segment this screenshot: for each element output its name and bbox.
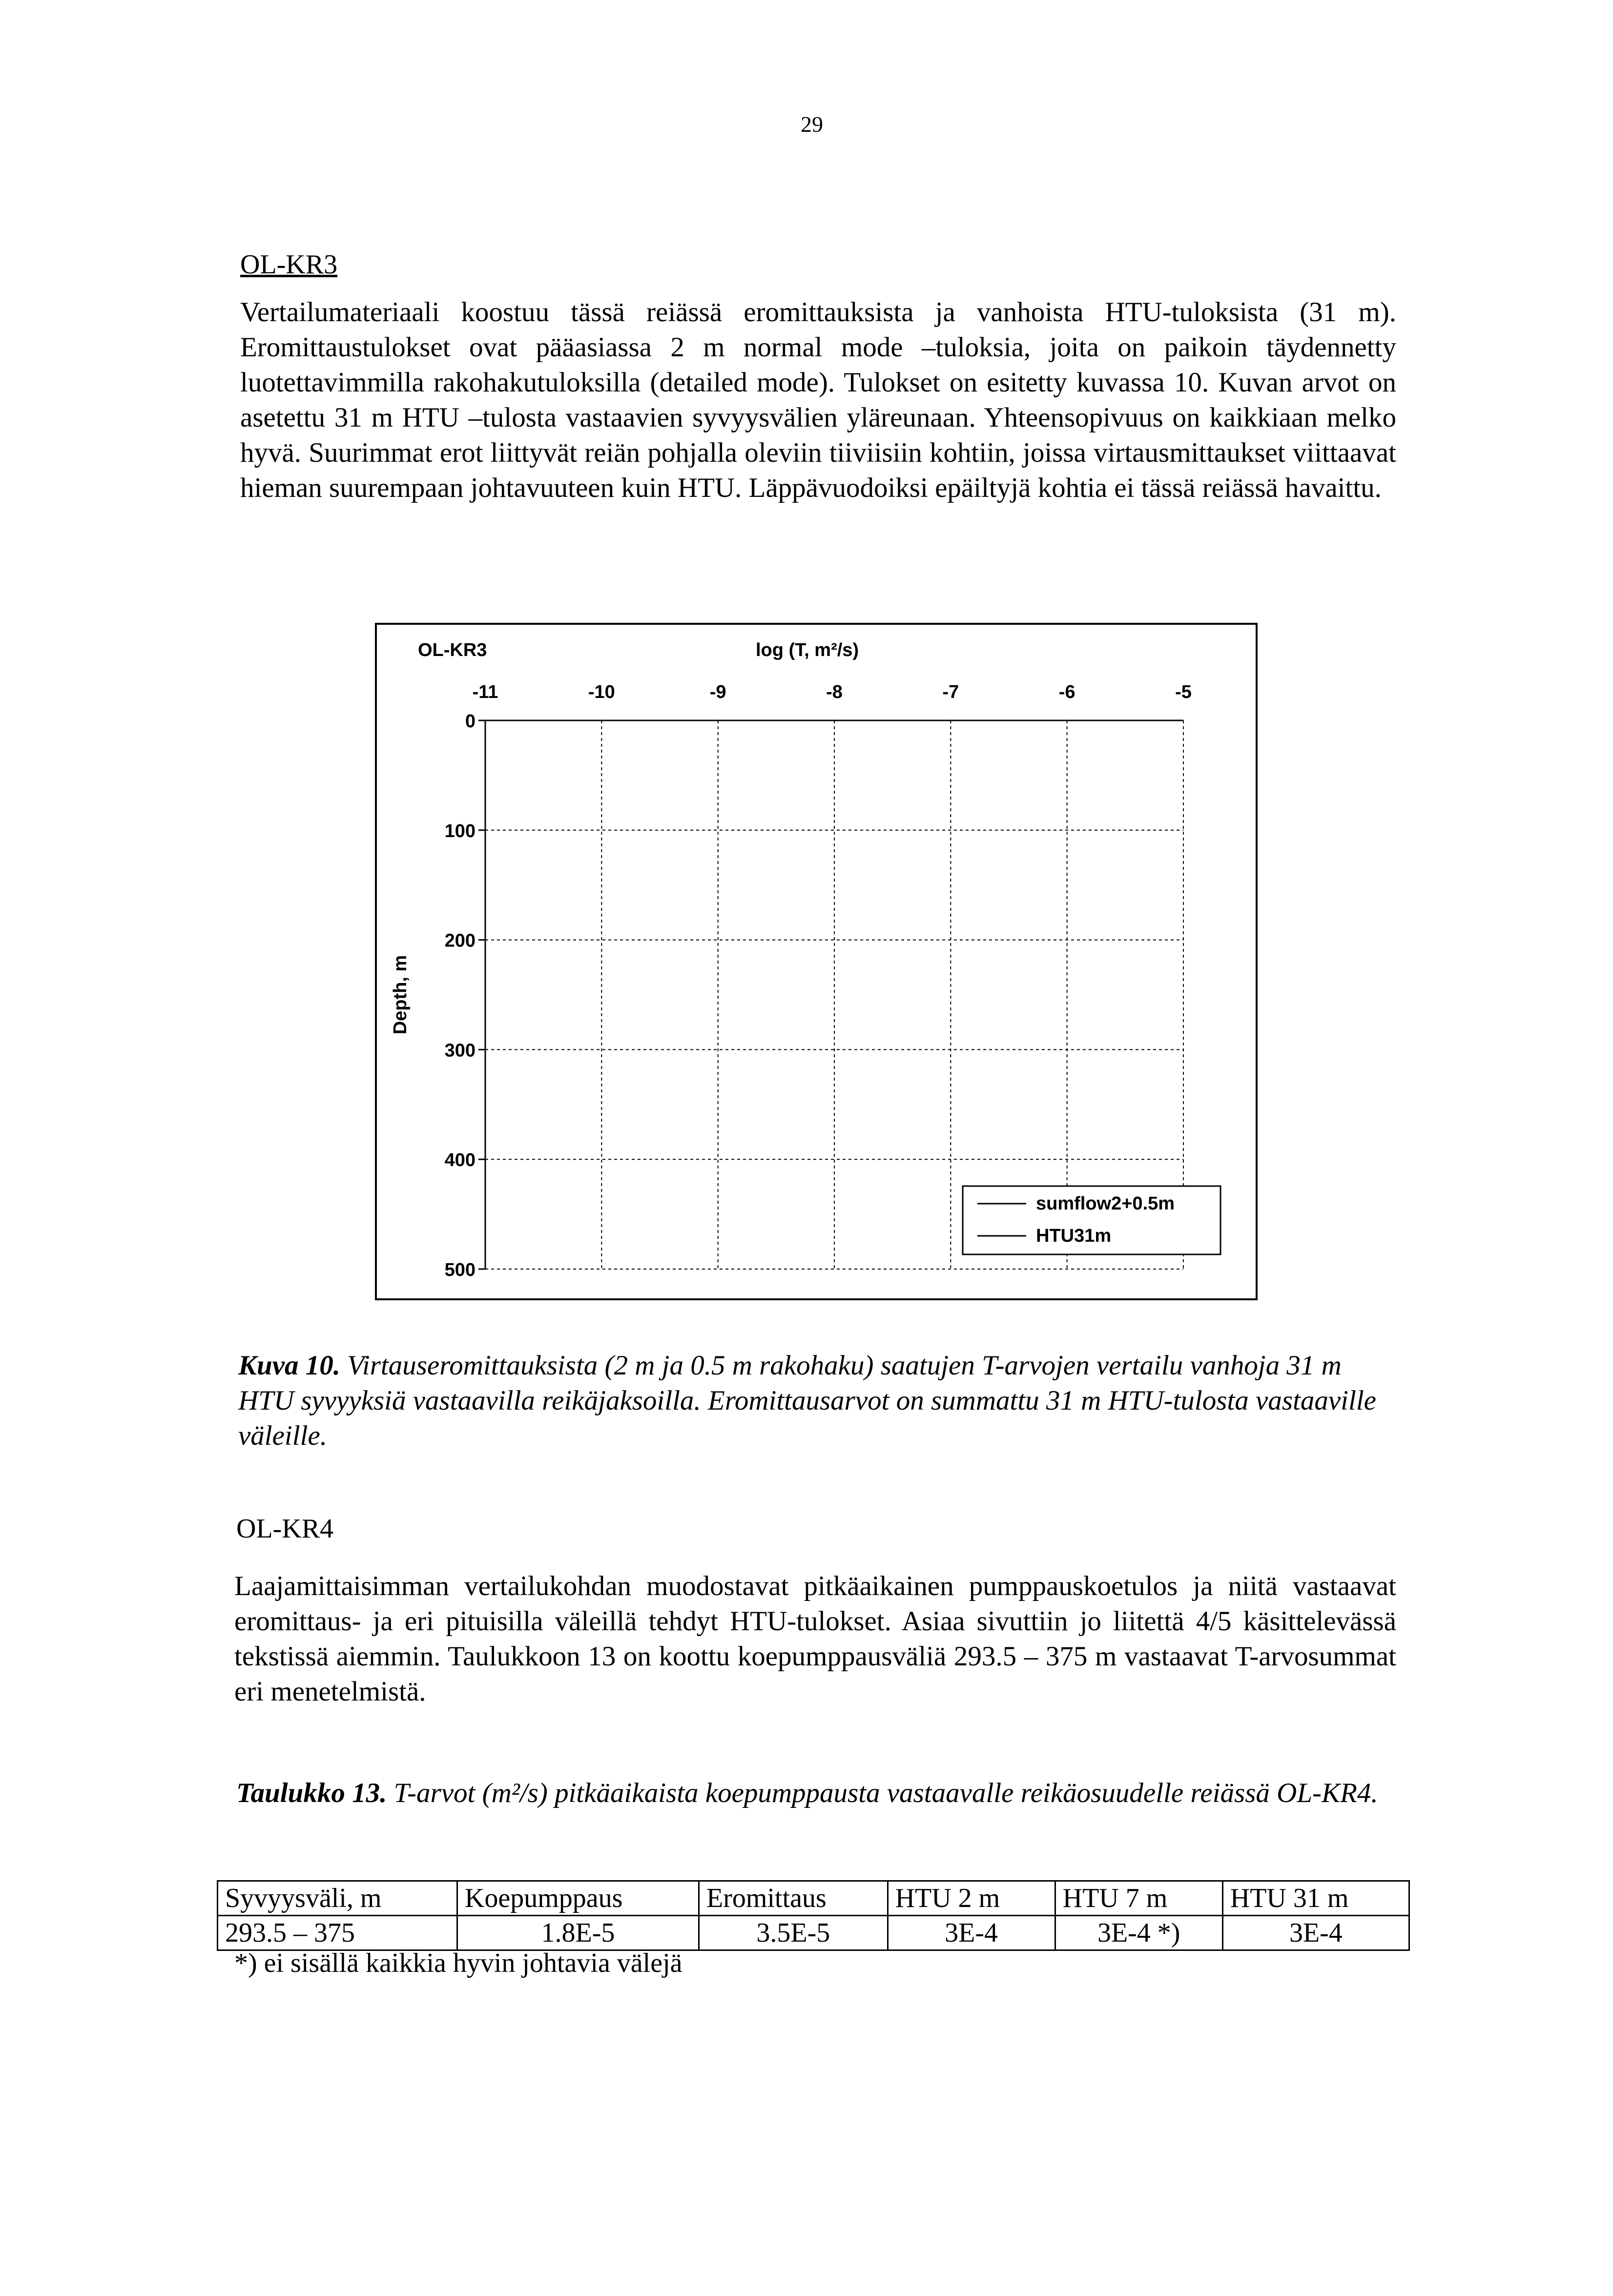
table-header-cell: Koepumppaus [457,1881,699,1916]
y-tick-label: 300 [444,1040,476,1061]
table-header-cell: Eromittaus [699,1881,888,1916]
y-tick-label: 0 [465,711,476,732]
table-cell: 1.8E-5 [457,1916,699,1950]
table-row [218,1916,1409,1950]
figure-caption [238,1348,1390,1454]
x-tick-label: -5 [1175,682,1192,702]
table-caption [236,1776,1398,1811]
x-tick-label: -8 [826,682,843,702]
section-heading-ol-kr4: OL-KR4 [236,1514,334,1544]
section-heading-ol-kr3: OL-KR3 [240,249,338,280]
figure-caption-label: Kuva 10. [238,1350,341,1381]
chart-ylabel: Depth, m [390,955,411,1035]
table-cell: 3.5E-5 [699,1916,888,1950]
table-header-cell: HTU 7 m [1055,1881,1222,1916]
table-cell: 3E-4 [1222,1916,1409,1950]
chart-title: OL-KR3 [418,640,487,660]
table-caption-label: Taulukko 13. [236,1778,387,1808]
table-footnote: *) ei sisällä kaikkia hyvin johtavia välejä [234,1948,682,1978]
table-cell: 3E-4 [888,1916,1055,1950]
y-tick-label: 100 [444,820,476,841]
y-tick-label: 200 [444,930,476,951]
x-tick-label: -11 [472,682,498,702]
x-tick-label: -6 [1058,682,1075,702]
x-tick-label: -10 [588,682,615,702]
table-cell: 3E-4 *) [1055,1916,1222,1950]
chart-xlabel: log (T, m²/s) [756,640,859,660]
page-number: 29 [801,112,823,137]
section-paragraph-ol-kr4: Laajamittaisimman vertailukohdan muodostavat pitkäaikainen pumppauskoetulos ja niitä vastaavat eromittaus- ja eri pituisilla väleillä tehdyt HTU-tulokset. Asiaa sivuttiin jo liitettä 4/5 käsittelevässä tekstissä aiemmin. Taulukkoon 13 on koottu koepumppausväliä 293.5 – 375 m vastaavat T-arvosummat eri menetelmistä. [234,1571,1396,1707]
x-tick-label: -7 [942,682,959,702]
figure-caption-text: Virtauseromittauksista (2 m ja 0.5 m rakohaku) saatujen T-arvojen vertailu vanhoja 31 m HTU syvyyksiä vastaavilla reikäjaksoilla. Eromittausarvot on summattu 31 m HTU-tulosta vastaaville väleille. [238,1350,1376,1451]
y-tick-label: 500 [444,1260,476,1280]
results-table [217,1880,1410,1951]
y-tick-label: 400 [444,1150,476,1171]
table-header-cell: HTU 31 m [1222,1881,1409,1916]
legend-label: sumflow2+0.5m [1036,1193,1175,1214]
table-header-cell: Syvyysväli, m [218,1881,457,1916]
legend-label: HTU31m [1036,1226,1112,1246]
depth-chart [377,625,1260,1302]
section-paragraph-ol-kr3: Vertailumateriaali koostuu tässä reiässä eromittauksista ja vanhoista HTU-tuloksista (31 m). Eromittaustulokset ovat pääasiassa 2 m normal mode –tuloksia, joita on paikoin täydennetty luotettavimmilla rakohakutuloksilla (detailed mode). Tulokset on esitetty kuvassa 10. Kuvan arvot on asetettu 31 m HTU –tulosta vastaavien syvyysvälien yläreunaan. Yhteensopivuus on kaikkiaan melko hyvä. Suurimmat erot liittyvät reiän pohjalla oleviin tiiviisiin kohtiin, joissa virtausmittaukset viittaavat hieman suurempaan johtavuuteen kuin HTU. Läppävuodoiksi epäiltyjä kohtia ei tässä reiässä havaittu. [240,297,1396,503]
table-caption-text: T-arvot (m²/s) pitkäaikaista koepumppausta vastaavalle reikäosuudelle reiässä OL-KR4. [393,1778,1378,1808]
figure-frame [375,623,1258,1300]
table-cell: 293.5 – 375 [218,1916,457,1950]
table-header-row [218,1881,1409,1916]
table-header-cell: HTU 2 m [888,1881,1055,1916]
x-tick-label: -9 [709,682,726,702]
